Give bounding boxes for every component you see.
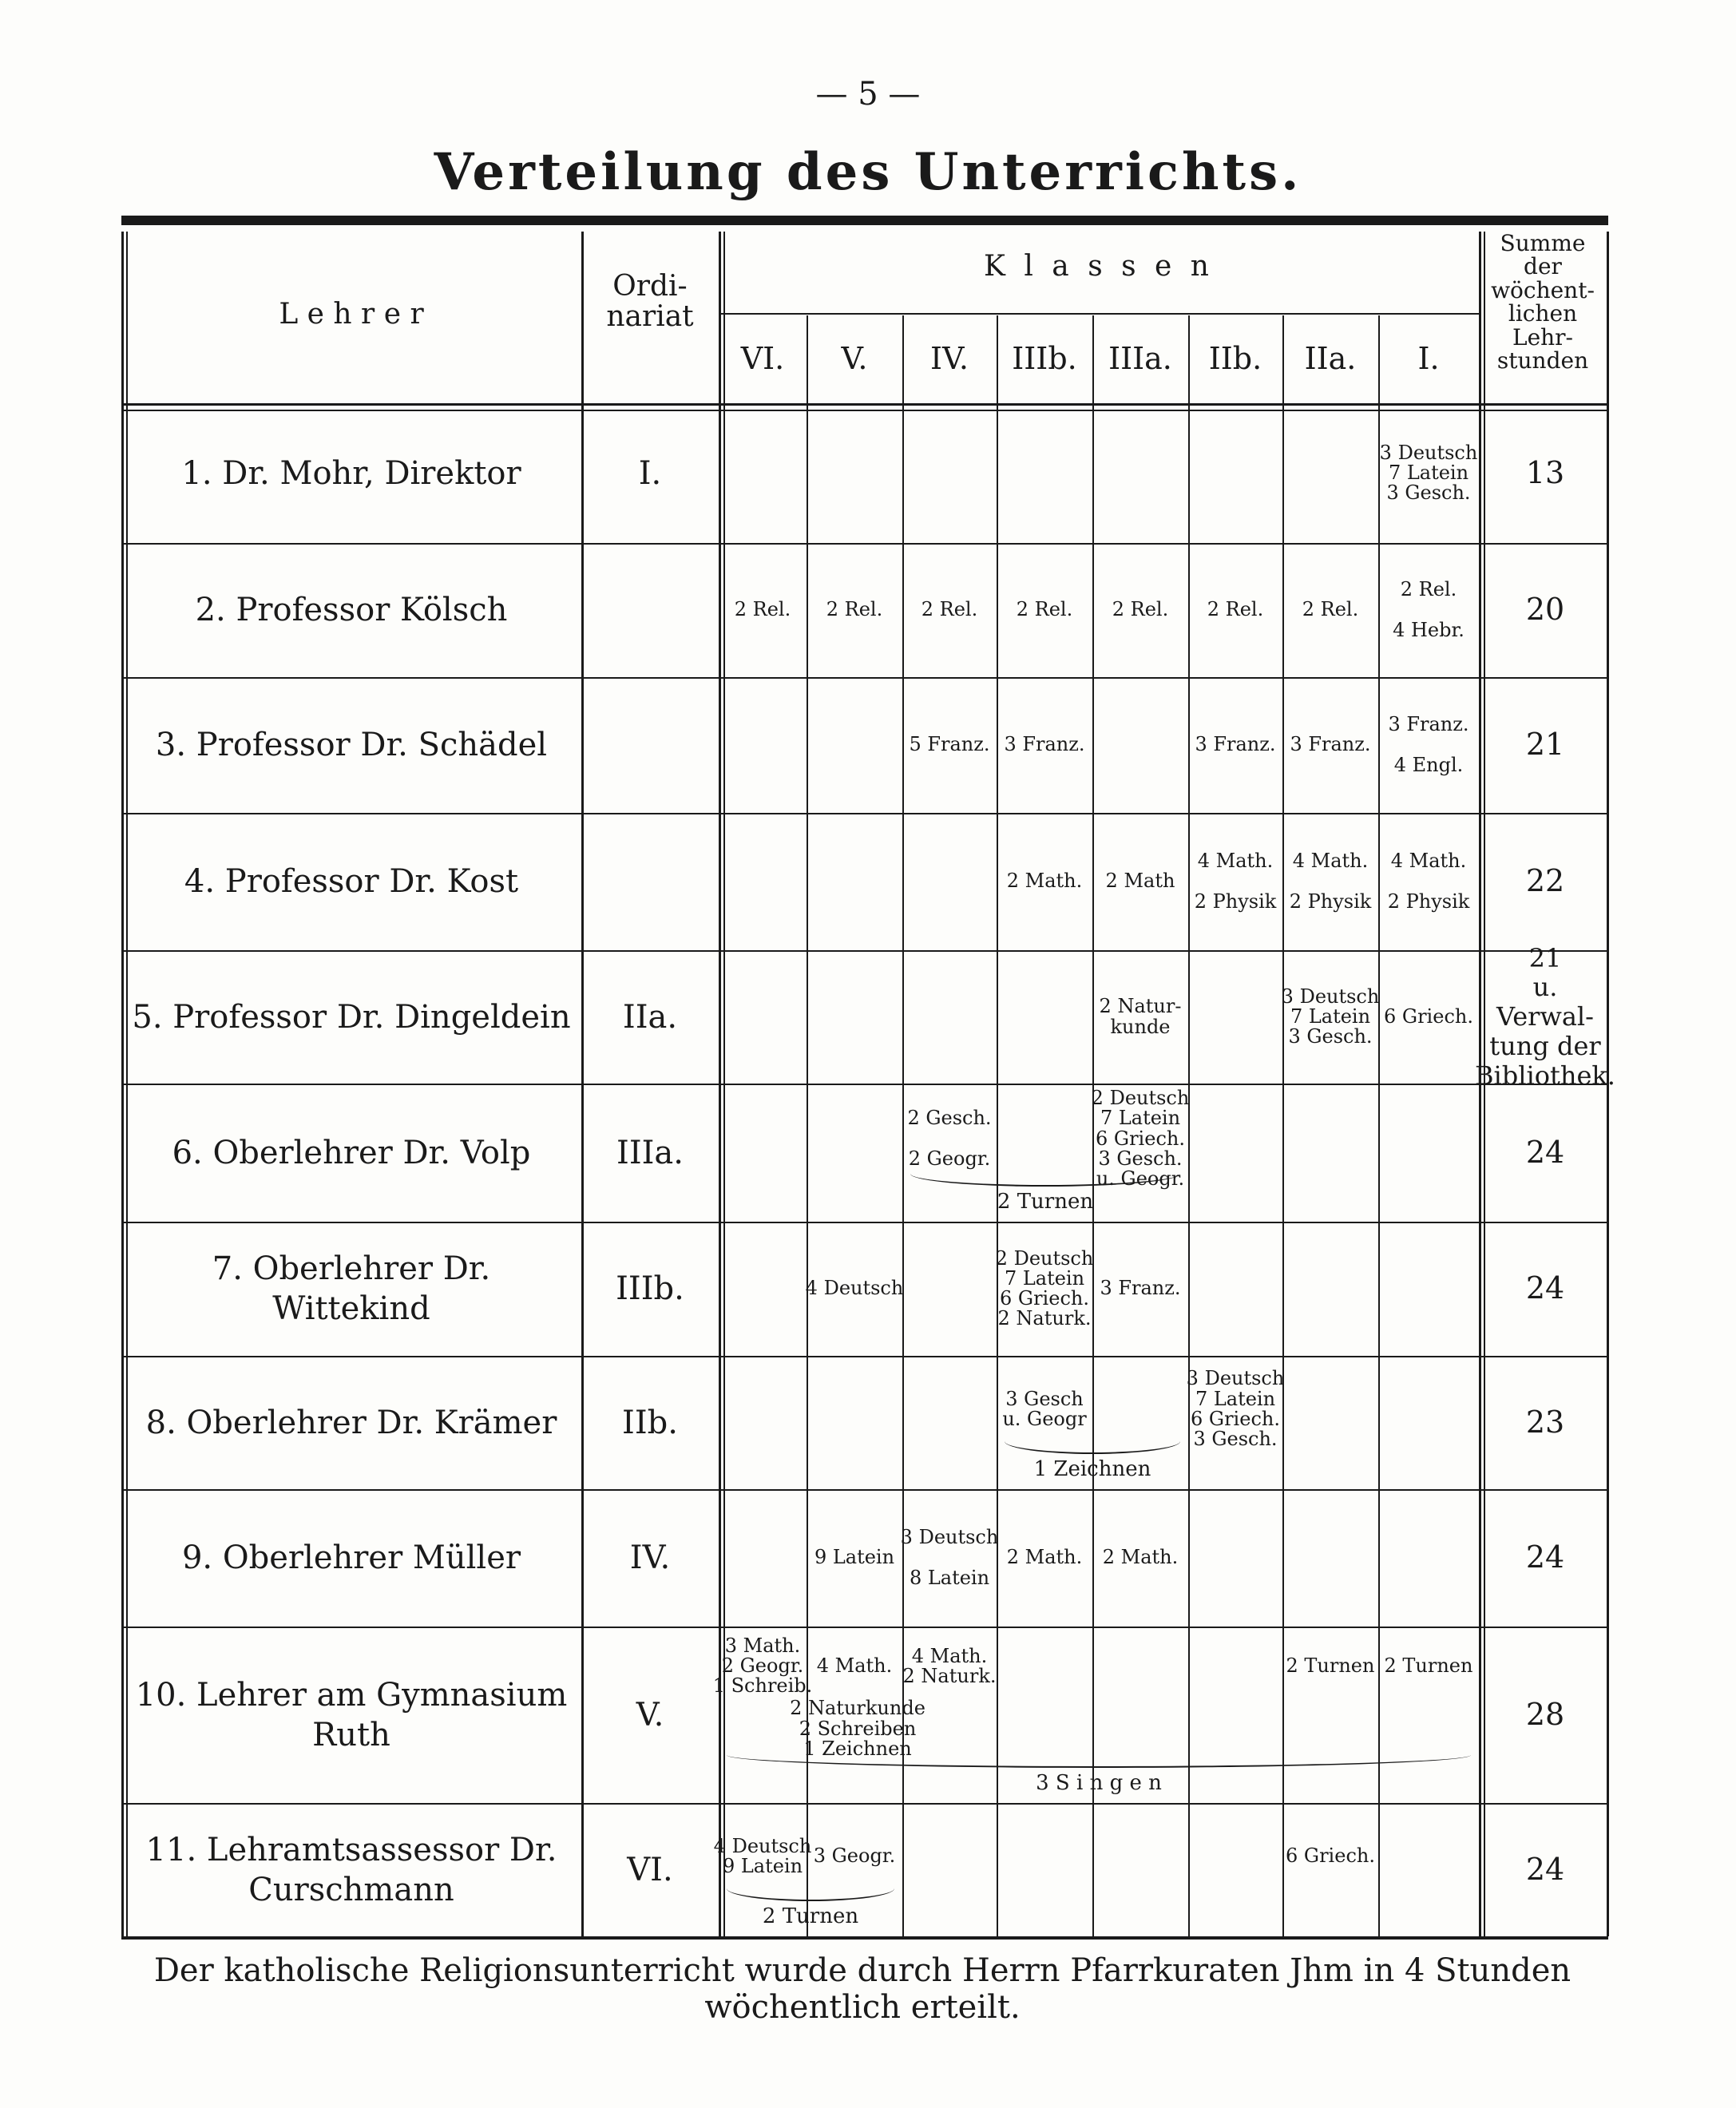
lesson-cell: 4 Math. 2 Physik — [1387, 850, 1470, 913]
lesson-cell: 3 Franz. — [1004, 733, 1085, 756]
weekly-hours: 28 — [1525, 1696, 1565, 1732]
teacher-name: 3. Professor Dr. Schädel — [155, 727, 548, 763]
lesson-cell: 2 Math. — [1006, 1546, 1083, 1569]
weekly-hours: 21 — [1525, 727, 1565, 763]
lesson-cell: 4 Math. 2 Naturk. — [902, 1644, 997, 1687]
weekly-hours: 21 u. Verwal- tung der Bibliothek. — [1475, 942, 1615, 1091]
lesson-cell: 2 Rel. 4 Hebr. — [1393, 578, 1465, 641]
lesson-cell: 2 Math. — [1102, 1546, 1179, 1569]
lesson-cell: 3 Franz. 4 Engl. — [1388, 713, 1469, 776]
row-rule — [719, 313, 1479, 315]
page-title: Verteilung des Unterrichts. — [434, 142, 1302, 202]
header-class-6: IIa. — [1304, 341, 1357, 376]
ordinariat: IIIb. — [616, 1270, 684, 1307]
lesson-cell: 2 Natur- kunde — [1099, 995, 1182, 1038]
lesson-cell: 3 Franz. — [1100, 1277, 1181, 1300]
weekly-hours: 24 — [1525, 1134, 1565, 1170]
lesson-cell: 3 Deutsch 7 Latein 3 Gesch. — [1379, 441, 1478, 505]
lesson-cell: 2 Turnen — [1286, 1654, 1375, 1678]
lesson-cell: 2 Math. — [1006, 870, 1083, 893]
ordinariat — [581, 543, 719, 677]
weekly-hours: 22 — [1525, 863, 1565, 899]
teacher-name: 5. Professor Dr. Dingeldein — [132, 998, 571, 1036]
bottom-rule — [121, 1936, 1608, 1940]
header-class-2: IV. — [930, 341, 969, 376]
weekly-hours: 23 — [1525, 1404, 1565, 1440]
lesson-cell: 2 Rel. — [826, 598, 883, 621]
lesson-cell: 3 Math. 2 Geogr. 1 Schreib. — [712, 1634, 813, 1698]
weekly-hours: 20 — [1525, 592, 1565, 628]
lesson-cell: 2 Turnen — [1384, 1654, 1473, 1678]
lesson-cell: 9 Latein — [814, 1546, 895, 1569]
ordinariat: IV. — [629, 1539, 671, 1576]
lesson-cell: 3 Franz. — [1290, 733, 1371, 756]
weekly-hours: 24 — [1525, 1539, 1565, 1575]
teacher-name: 7. Oberlehrer Dr. Wittekind — [212, 1250, 491, 1327]
ordinariat: VI. — [627, 1851, 673, 1888]
lesson-cell: 3 Deutsch 7 Latein 3 Gesch. — [1281, 985, 1380, 1048]
header-lehrer: L e h r e r — [279, 298, 424, 331]
ordinariat: I. — [638, 454, 662, 492]
teacher-name: 10. Lehrer am Gymnasium Ruth — [135, 1676, 568, 1753]
lesson-cell: 2 Gesch. 2 Geogr. — [907, 1107, 992, 1170]
lesson-cell: 2 Rel. — [921, 598, 978, 621]
teacher-name: 1. Dr. Mohr, Direktor — [181, 454, 521, 492]
lesson-cell: 4 Deutsch — [805, 1277, 904, 1300]
weekly-hours: 24 — [1525, 1270, 1565, 1306]
ordinariat — [581, 677, 719, 813]
top-rule — [121, 216, 1608, 225]
lesson-cell: 4 Deutsch 9 Latein — [713, 1834, 812, 1877]
ordinariat: IIb. — [622, 1404, 678, 1441]
lesson-span-label: 2 Turnen — [997, 1190, 1094, 1214]
weekly-hours: 24 — [1525, 1851, 1565, 1887]
lesson-cell: 4 Math. — [816, 1654, 893, 1678]
header-class-0: VI. — [740, 341, 785, 376]
lesson-cell: 3 Gesch u. Geogr — [1002, 1387, 1087, 1430]
ordinariat: IIIa. — [616, 1134, 684, 1171]
span-brace — [727, 1755, 1471, 1768]
page-number: — 5 — — [815, 76, 921, 113]
header-class-7: I. — [1417, 341, 1440, 376]
lesson-cell: 3 Deutsch 7 Latein 6 Griech. 3 Gesch. — [1186, 1367, 1285, 1450]
lesson-cell: 6 Griech. — [1384, 1004, 1473, 1028]
lesson-cell: 2 Deutsch 7 Latein 6 Griech. 2 Naturk. — [995, 1246, 1094, 1330]
lesson-cell: 3 Franz. — [1195, 733, 1276, 756]
lesson-cell: 2 Rel. — [1016, 598, 1073, 621]
ordinariat — [581, 813, 719, 950]
lesson-cell: 2 Rel. — [1207, 598, 1264, 621]
lesson-span-text: 2 Naturkunde 2 Schreiben 1 Zeichnen — [790, 1697, 925, 1760]
weekly-hours: 13 — [1525, 454, 1565, 490]
header-ordinariat: Ordi- nariat — [606, 270, 694, 333]
lesson-cell: 2 Math — [1105, 870, 1175, 893]
header-summe: Summe der wöchent- lichen Lehr- stunden — [1491, 230, 1595, 374]
lesson-cell: 2 Deutsch 7 Latein 6 Griech. 3 Gesch. u. Geogr. — [1091, 1087, 1190, 1190]
lesson-cell: 4 Math. 2 Physik — [1289, 850, 1372, 913]
teacher-name: 4. Professor Dr. Kost — [184, 863, 519, 900]
lesson-span-label: 3 S i n g e n — [1036, 1771, 1162, 1796]
lesson-cell: 3 Geogr. — [813, 1844, 896, 1868]
lesson-cell: 2 Rel. — [1112, 598, 1169, 621]
teacher-name: 9. Oberlehrer Müller — [181, 1539, 521, 1576]
teacher-name: 8. Oberlehrer Dr. Krämer — [145, 1404, 557, 1441]
teacher-name: 6. Oberlehrer Dr. Volp — [172, 1134, 531, 1171]
lesson-cell: 4 Math. 2 Physik — [1194, 850, 1277, 913]
lesson-span-label: 1 Zeichnen — [1033, 1457, 1151, 1482]
header-klassen: K l a s s e n — [984, 250, 1214, 283]
lesson-cell: 2 Rel. — [1302, 598, 1359, 621]
ordinariat: V. — [636, 1696, 664, 1734]
lesson-cell: 2 Rel. — [734, 598, 791, 621]
header-class-1: V. — [841, 341, 868, 376]
teacher-name: 11. Lehramtsassessor Dr. Curschmann — [145, 1831, 557, 1908]
header-class-3: IIIb. — [1012, 341, 1077, 376]
header-class-4: IIIa. — [1108, 341, 1172, 376]
lesson-cell: 6 Griech. — [1286, 1844, 1375, 1868]
lesson-cell: 5 Franz. — [909, 733, 990, 756]
ordinariat: IIa. — [622, 998, 678, 1036]
footer-note: Der katholische Religionsunterricht wurde durch Herrn Pfarrkuraten Jhm in 4 Stunden wöchentlich erteilt. — [153, 1952, 1572, 2026]
header-class-5: IIb. — [1208, 341, 1262, 376]
lesson-span-label: 2 Turnen — [762, 1904, 859, 1929]
teacher-name: 2. Professor Kölsch — [195, 592, 508, 628]
lesson-cell: 3 Deutsch 8 Latein — [900, 1526, 999, 1589]
